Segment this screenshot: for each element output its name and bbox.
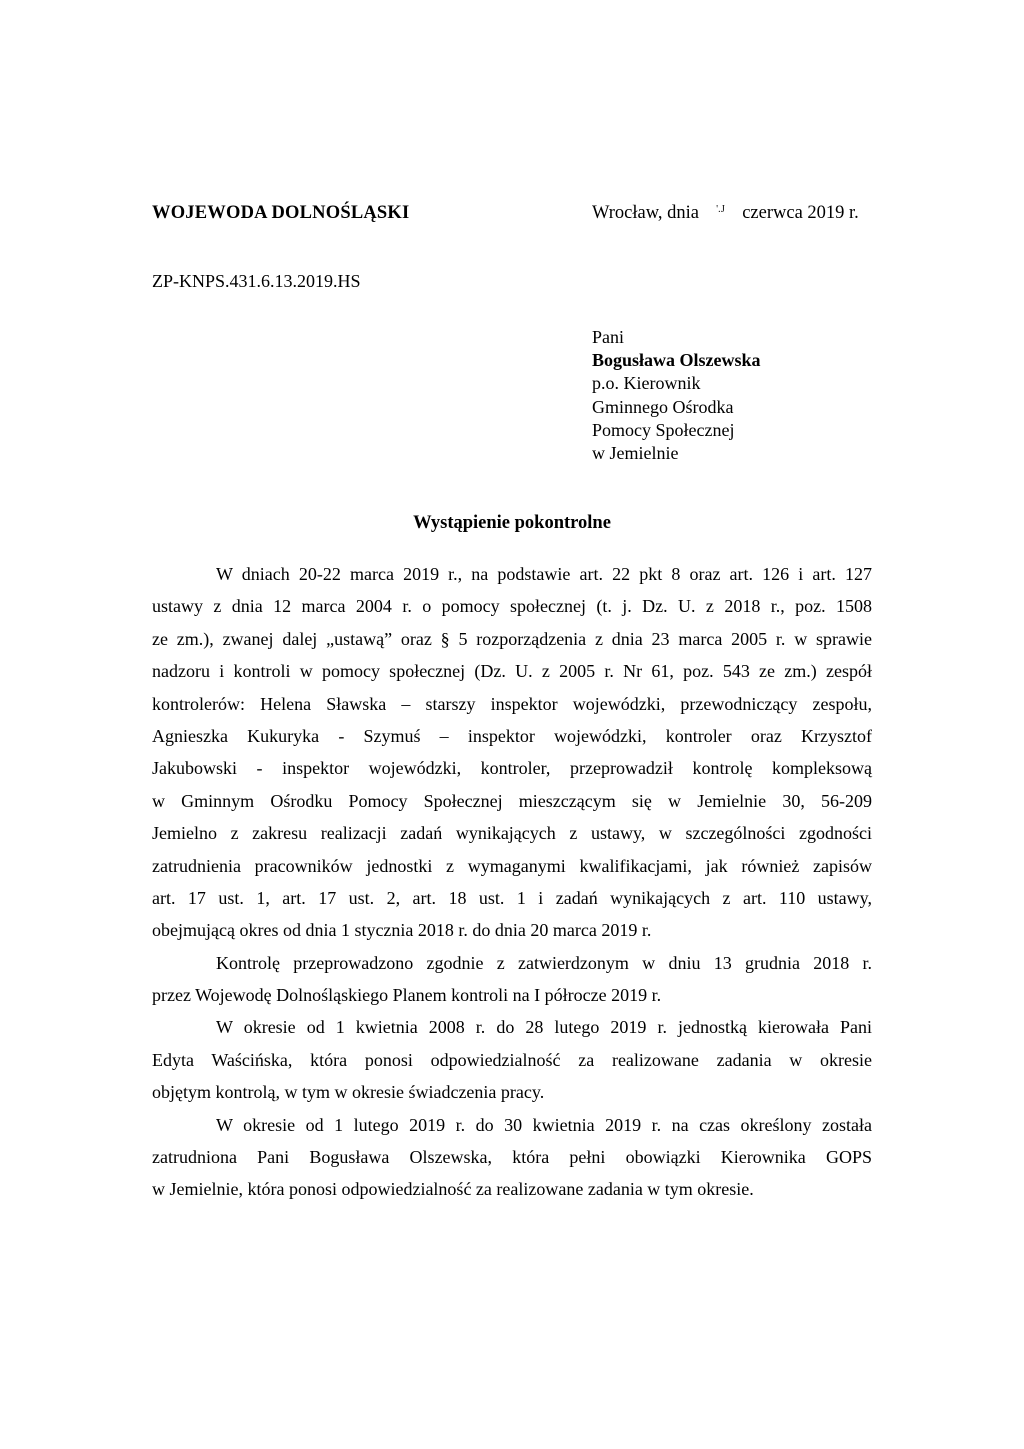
text-line: w Jemielnie, która ponosi odpowiedzialność za realizowane zadania w tym okresie. [152, 1179, 754, 1200]
text-line: Jemielno z zakresu realizacji zadań wynikających z ustawy, w szczególności zgodności [152, 823, 872, 844]
text-line: nadzoru i kontroli w pomocy społecznej (Dz. U. z 2005 r. Nr 61, poz. 543 ze zm.) zespół [152, 661, 872, 682]
text-line: zatrudniona Pani Bogusława Olszewska, która pełni obowiązki Kierownika GOPS [152, 1147, 872, 1168]
place-date [592, 203, 859, 224]
text-line: kontrolerów: Helena Sławska – starszy inspektor wojewódzki, przewodniczący zespołu, [152, 693, 872, 714]
addressee-role-line: Pomocy Społecznej [592, 419, 735, 440]
text-line: W okresie od 1 kwietnia 2008 r. do 28 lutego 2019 r. jednostką kierowała Pani [216, 1017, 872, 1038]
paragraph [152, 947, 872, 1012]
text-line: ustawy z dnia 12 marca 2004 r. o pomocy społecznej (t. j. Dz. U. z 2018 r., poz. 1508 [152, 596, 872, 617]
document-body [152, 558, 872, 1206]
place-date-suffix: czerwca 2019 r. [742, 203, 859, 223]
addressee-name: Bogusława Olszewska [592, 350, 761, 371]
text-line: objętym kontrolą, w tym w okresie świadczenia pracy. [152, 1082, 545, 1103]
authority-heading: WOJEWODA DOLNOŚLĄSKI [152, 203, 410, 223]
text-line: obejmującą okres od dnia 1 stycznia 2018 r. do dnia 20 marca 2019 r. [152, 920, 652, 941]
text-line: Kontrolę przeprowadzono zgodnie z zatwierdzonym w dniu 13 grudnia 2018 r. [216, 952, 872, 973]
text-line: w Gminnym Ośrodku Pomocy Społecznej mieszczącym się w Jemielnie 30, 56-209 [152, 790, 872, 811]
handwritten-day-mark: '.J [716, 203, 726, 215]
paragraph [152, 1109, 872, 1206]
reference-number: ZP-KNPS.431.6.13.2019.HS [152, 271, 361, 291]
text-line: zatrudnienia pracowników jednostki z wymaganymi kwalifikacjami, jak również zapisów [152, 855, 872, 876]
text-line: Agnieszka Kukuryka - Szymuś – inspektor wojewódzki, kontroler oraz Krzysztof [152, 725, 872, 746]
addressee-salutation: Pani [592, 327, 625, 347]
document-title: Wystąpienie pokontrolne [413, 513, 611, 533]
place-date-prefix: Wrocław, dnia [592, 203, 699, 223]
text-line: Jakubowski - inspektor wojewódzki, kontroler, przeprowadził kontrolę kompleksową [152, 758, 872, 779]
paragraph [152, 558, 872, 947]
text-line: W okresie od 1 lutego 2019 r. do 30 kwietnia 2019 r. na czas określony została [216, 1114, 872, 1135]
paragraph [152, 1011, 872, 1108]
text-line: W dniach 20-22 marca 2019 r., na podstawie art. 22 pkt 8 oraz art. 126 i art. 127 [216, 564, 872, 584]
text-line: art. 17 ust. 1, art. 17 ust. 2, art. 18 ust. 1 i zadań wynikających z art. 110 ustawy, [152, 887, 872, 908]
addressee-block [592, 326, 761, 465]
addressee-role-line: p.o. Kierownik [592, 373, 701, 394]
text-line: przez Wojewodę Dolnośląskiego Planem kontroli na I półrocze 2019 r. [152, 985, 662, 1006]
text-line: ze zm.), zwanej dalej „ustawą” oraz § 5 rozporządzenia z dnia 23 marca 2005 r. w sprawie [152, 628, 872, 649]
text-line: Edyta Waścińska, która ponosi odpowiedzialność za realizowane zadania w okresie [152, 1049, 872, 1070]
addressee-role-line: w Jemielnie [592, 443, 679, 464]
addressee-role-line: Gminnego Ośrodka [592, 396, 734, 417]
